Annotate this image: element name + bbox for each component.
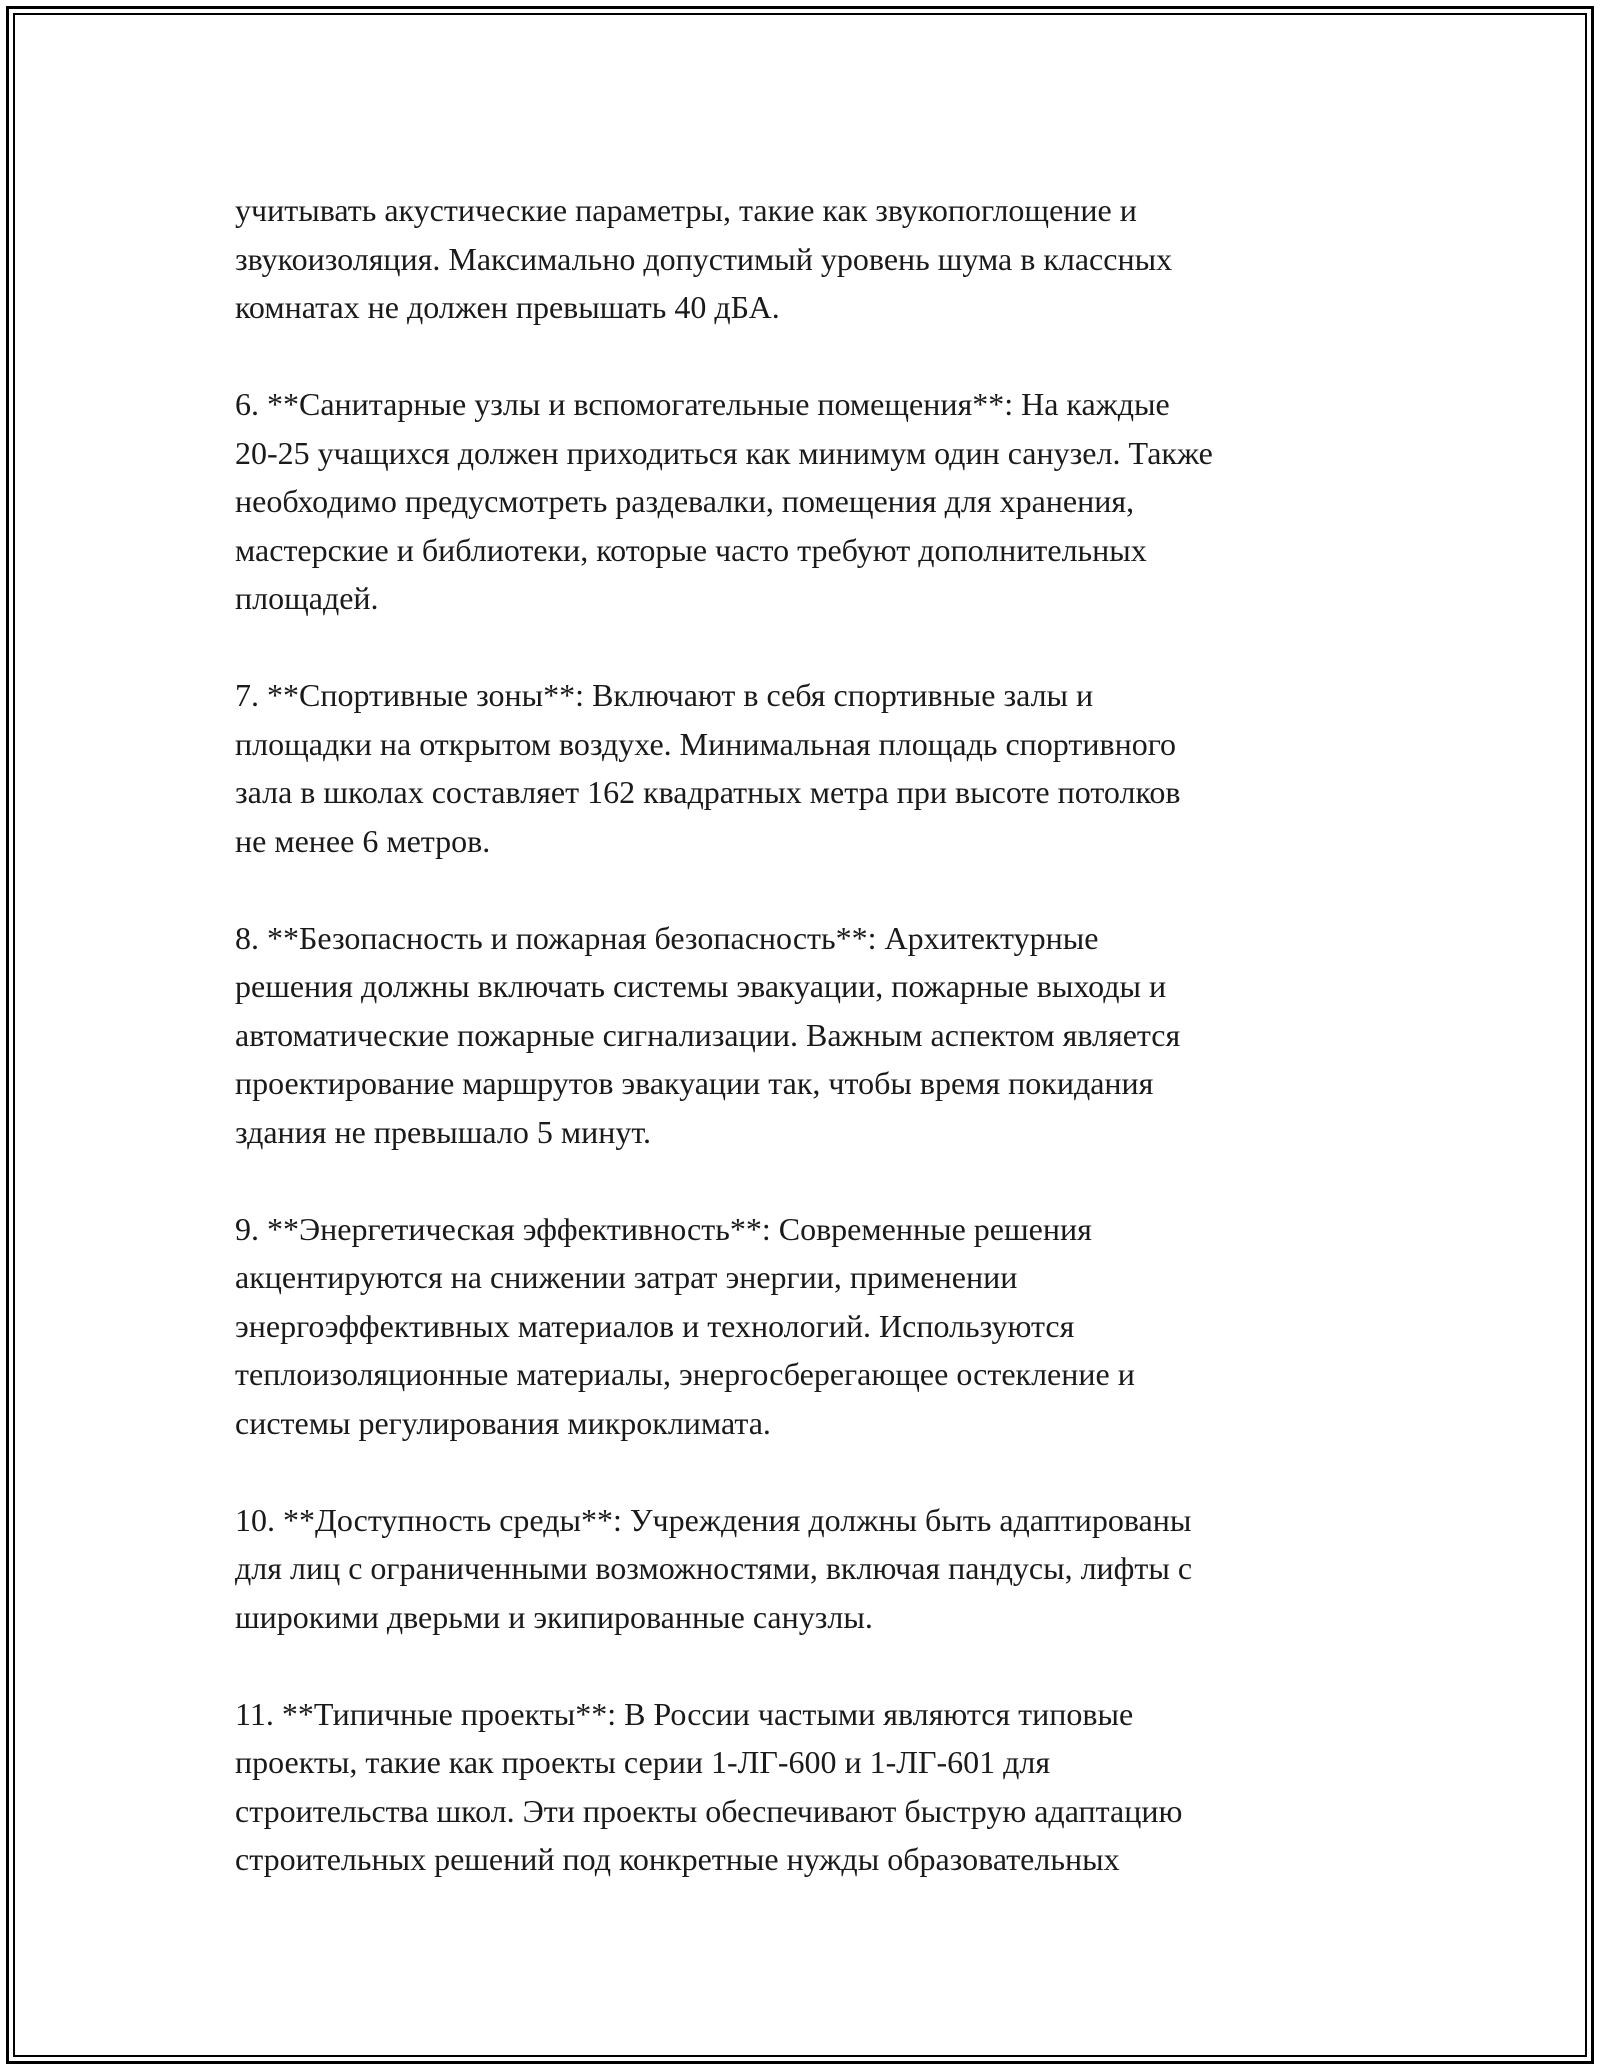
text-line: акцентируются на снижении затрат энергии, применении	[235, 1259, 1018, 1295]
text-line: 9. **Энергетическая эффективность**: Современные решения	[235, 1210, 1092, 1247]
paragraph-item-10	[235, 1496, 1395, 1642]
paragraph-item-6	[235, 380, 1395, 623]
text-line: звукоизоляция. Максимально допустимый уровень шума в классных	[235, 240, 1173, 277]
text-line: строительства школ. Эти проекты обеспечивают быструю адаптацию	[235, 1792, 1183, 1829]
text-line: строительных решений под конкретные нужды образовательных	[235, 1841, 1120, 1877]
paragraph-item-8	[235, 914, 1395, 1157]
text-line: энергоэффективных материалов и технологий. Используются	[235, 1307, 1075, 1344]
text-line: системы регулирования микроклимата.	[235, 1404, 771, 1441]
text-line: 10. **Доступность среды**: Учреждения должны быть адаптированы	[235, 1501, 1192, 1538]
text-line: комнатах не должен превышать 40 дБА.	[235, 289, 780, 325]
text-line: 6. **Санитарные узлы и вспомогательные помещения**: На каждые	[235, 386, 1170, 422]
text-line: площадей.	[235, 580, 379, 616]
paragraph-item-9	[235, 1205, 1395, 1448]
text-line: мастерские и библиотеки, которые часто требуют дополнительных	[235, 531, 1147, 568]
text-line: теплоизоляционные материалы, энергосберегающее остекление и	[235, 1356, 1135, 1392]
text-line: проектирование маршрутов эвакуации так, чтобы время покидания	[235, 1065, 1154, 1101]
text-line: широкими дверьми и экипированные санузлы.	[235, 1598, 873, 1635]
text-line: зала в школах составляет 162 квадратных метра при высоте потолков	[235, 774, 1181, 810]
text-line: 11. **Типичные проекты**: В России частыми являются типовые	[235, 1695, 1134, 1732]
text-line: автоматические пожарные сигнализации. Важным аспектом является	[235, 1016, 1181, 1053]
text-line: необходимо предусмотреть раздевалки, помещения для хранения,	[235, 483, 1135, 519]
text-line: здания не превышало 5 минут.	[235, 1113, 651, 1150]
text-line: площадки на открытом воздухе. Минимальная площадь спортивного	[235, 725, 1177, 762]
paragraph-item-11	[235, 1690, 1395, 1884]
text-line: учитывать акустические параметры, такие как звукопоглощение и	[235, 192, 1137, 228]
paragraph-acoustics	[235, 186, 1395, 332]
text-line: проекты, такие как проекты серии 1-ЛГ-600 и 1-ЛГ-601 для	[235, 1744, 1051, 1780]
text-line: 7. **Спортивные зоны**: Включают в себя спортивные залы и	[235, 677, 1094, 713]
text-line: для лиц с ограниченными возможностями, включая пандусы, лифты с	[235, 1550, 1193, 1586]
document-body	[235, 186, 1395, 1932]
text-line: 20-25 учащихся должен приходиться как минимум один санузел. Также	[235, 434, 1213, 471]
text-line: 8. **Безопасность и пожарная безопасность**: Архитектурные	[235, 919, 1099, 956]
paragraph-item-7	[235, 671, 1395, 865]
text-line: решения должны включать системы эвакуации, пожарные выходы и	[235, 968, 1167, 1004]
text-line: не менее 6 метров.	[235, 822, 491, 859]
